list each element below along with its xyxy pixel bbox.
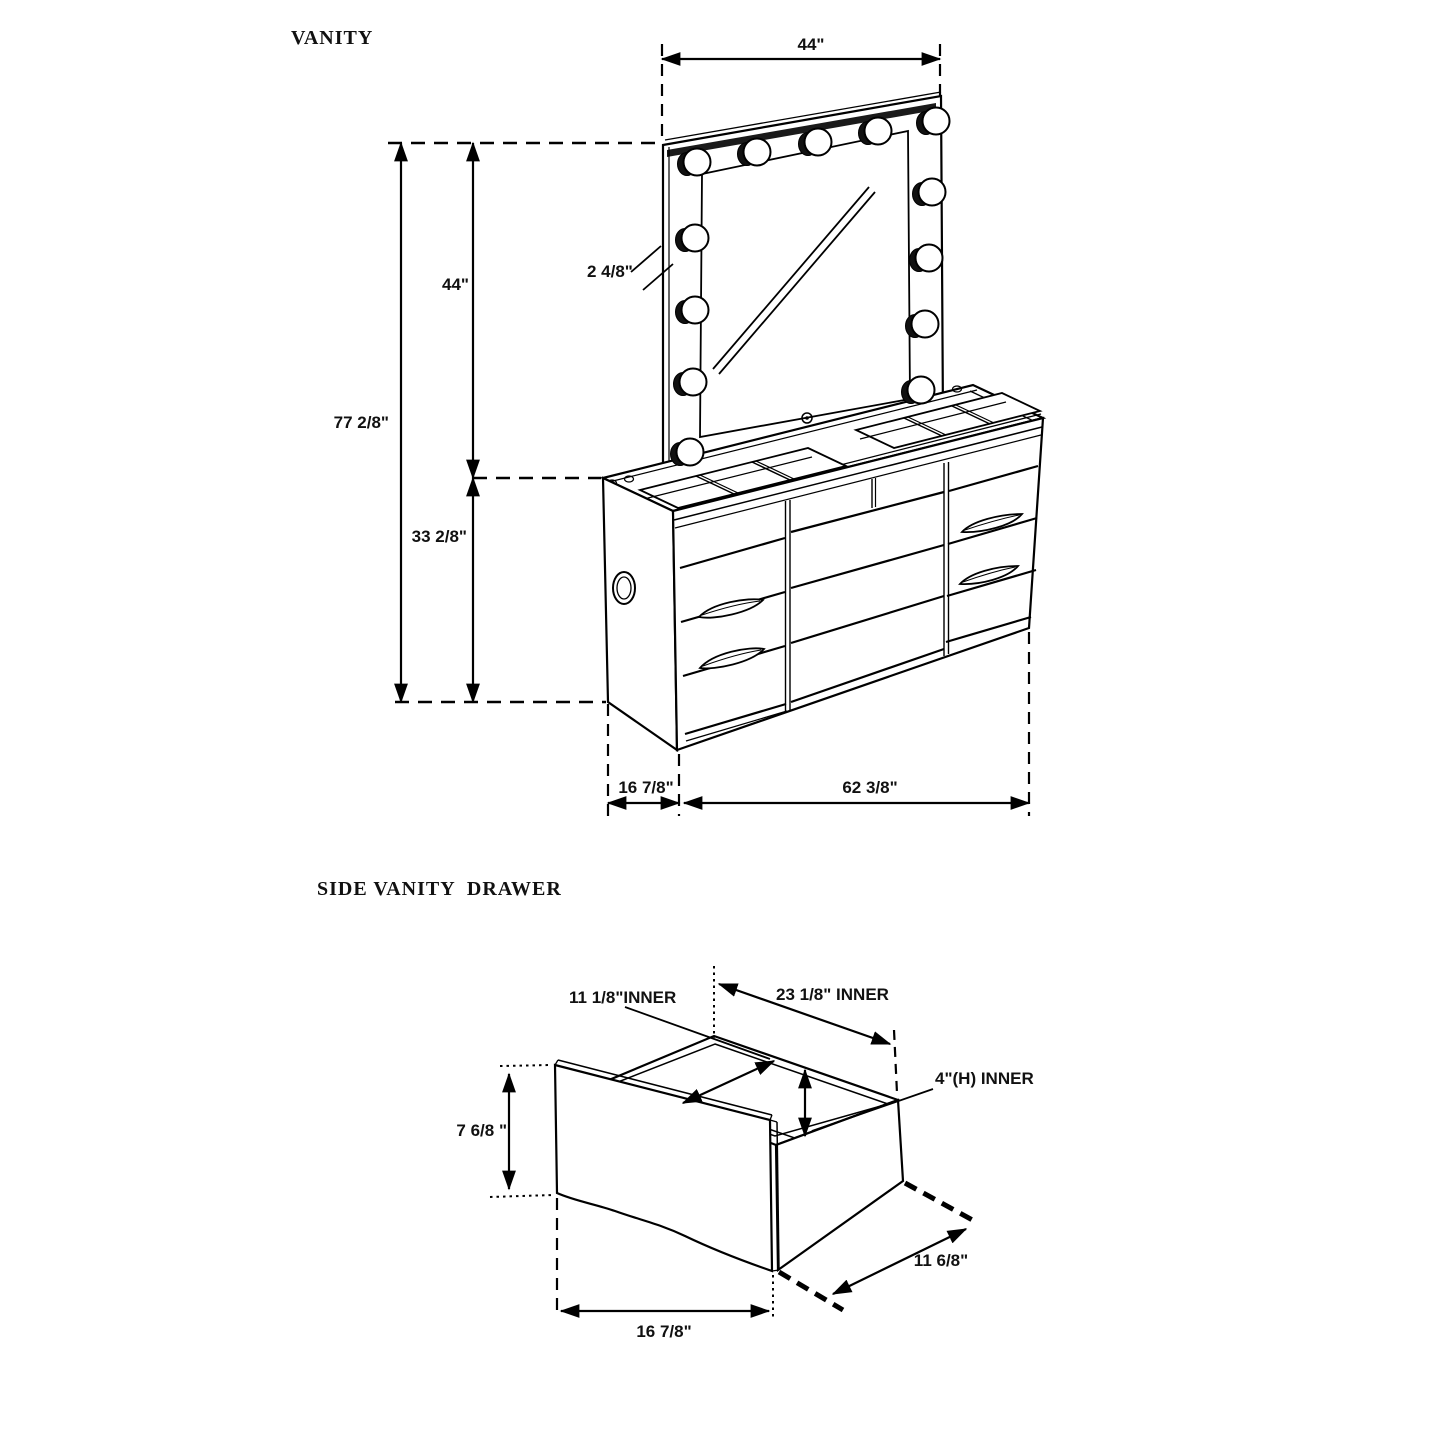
dim-depth-label: 11 6/8"	[913, 1251, 969, 1270]
dim-inner-height-label: 4"(H) INNER	[935, 1069, 1034, 1088]
dresser-left-panel	[603, 478, 677, 750]
dim-frame-thickness-label: 2 4/8"	[587, 262, 633, 281]
dim-base-depth-label: 16 7/8"	[618, 778, 674, 797]
dim-inner-width-label: 23 1/8" INNER	[776, 985, 889, 1004]
dim-mirror-width-label: 44"	[797, 35, 825, 54]
dim-mirror-height-label: 44"	[442, 275, 469, 294]
dim-total-height-label: 77 2/8"	[333, 413, 389, 432]
dim-base-width-label: 62 3/8"	[842, 778, 898, 797]
dim-inner-depth-label: 11 1/8"INNER	[569, 988, 677, 1007]
dim-base-height-label: 33 2/8"	[411, 527, 467, 546]
mirror-glass	[700, 131, 910, 437]
side-drawer-figure	[317, 878, 1034, 1341]
dim-front-width-label: 16 7/8"	[636, 1322, 692, 1341]
vanity-title: VANITY	[291, 27, 374, 49]
dim-front-height-label: 7 6/8 "	[456, 1121, 507, 1140]
side-drawer-title: SIDE VANITY DRAWER	[317, 878, 562, 900]
vanity-figure	[291, 27, 1043, 816]
